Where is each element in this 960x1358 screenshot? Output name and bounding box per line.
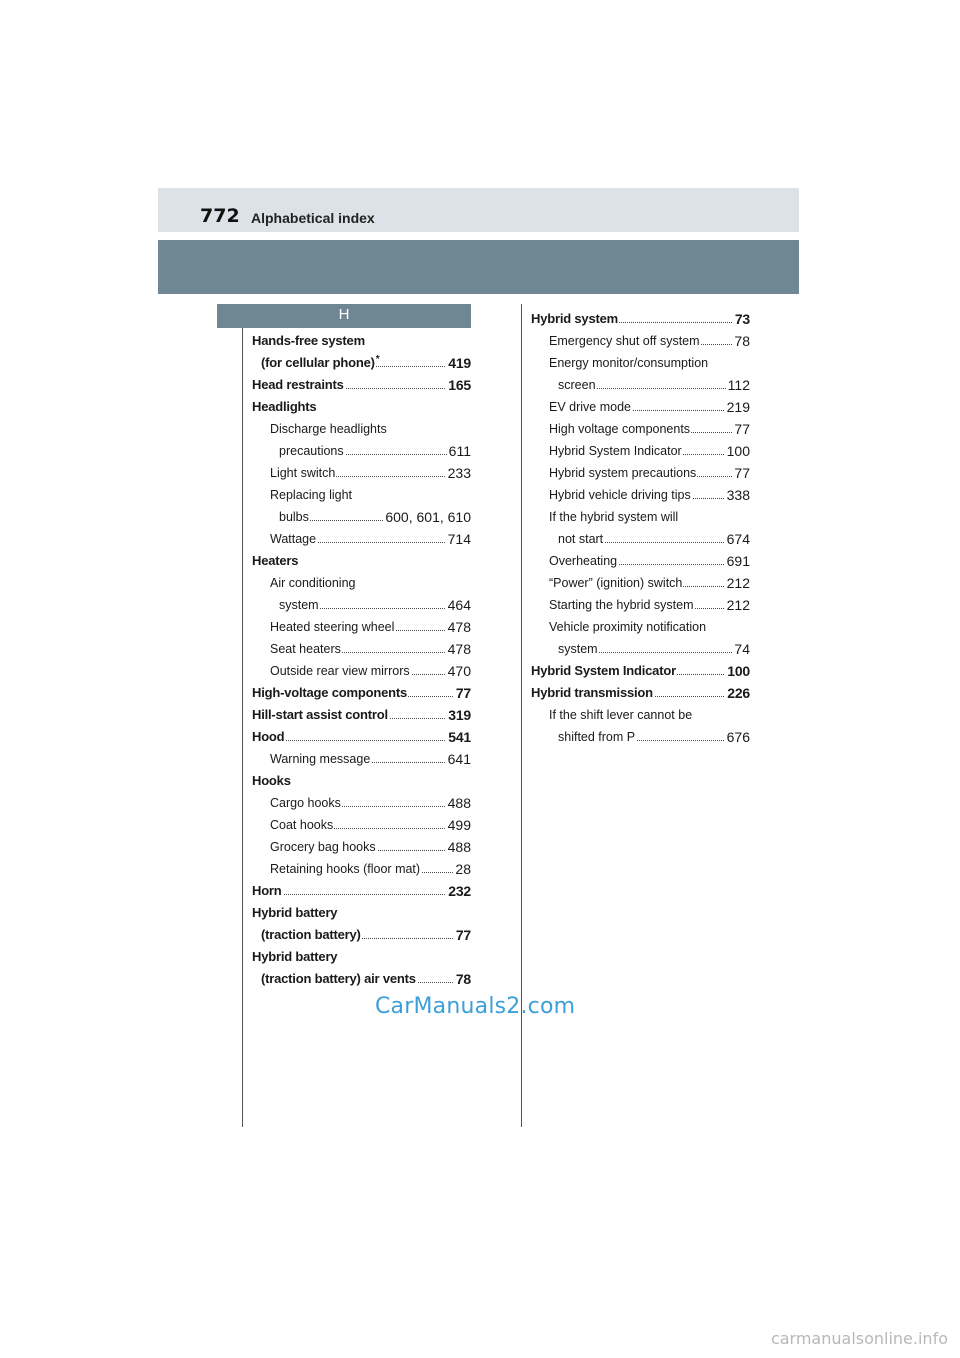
index-term: (for cellular phone) <box>261 355 375 370</box>
index-term: Heaters <box>252 553 299 568</box>
page-reference[interactable]: 77 <box>732 462 750 484</box>
index-entry[interactable] <box>531 308 750 330</box>
index-entry[interactable] <box>252 616 471 638</box>
index-entry[interactable] <box>252 968 471 990</box>
index-entry[interactable] <box>531 396 750 418</box>
page-number: 772 <box>200 205 240 227</box>
index-entry <box>252 418 471 440</box>
index-entry[interactable] <box>252 880 471 902</box>
dot-leader <box>252 894 471 895</box>
index-term: Seat heaters <box>270 642 341 656</box>
index-term: Discharge headlights <box>270 422 387 436</box>
index-entry[interactable] <box>252 440 471 462</box>
index-letter-tab: H <box>217 304 471 328</box>
index-entry[interactable] <box>252 594 471 616</box>
index-term: Coat hooks <box>270 818 334 832</box>
title-band <box>158 240 799 294</box>
index-entry <box>531 506 750 528</box>
index-term: system <box>558 642 598 656</box>
index-entry <box>531 704 750 726</box>
index-term: Hybrid battery <box>252 949 338 964</box>
page-reference[interactable]: 112 <box>726 374 750 396</box>
page-reference[interactable]: 478 <box>446 616 471 638</box>
page-reference[interactable]: 691 <box>725 550 750 572</box>
index-term: (traction battery) air vents <box>261 971 416 986</box>
index-entry[interactable] <box>252 462 471 484</box>
index-term: Light switch <box>270 466 336 480</box>
index-entry[interactable] <box>531 638 750 660</box>
index-term: High-voltage components <box>252 685 408 700</box>
page-reference[interactable]: 319 <box>446 704 471 726</box>
index-entry <box>252 330 471 352</box>
page-reference[interactable]: 77 <box>454 682 471 704</box>
index-term: Hybrid battery <box>252 905 338 920</box>
index-entry[interactable] <box>531 484 750 506</box>
index-term: Hybrid system precautions <box>549 466 697 480</box>
index-entry <box>531 352 750 374</box>
index-term: Hybrid System Indicator <box>549 444 682 458</box>
index-entry <box>252 572 471 594</box>
index-term: If the shift lever cannot be <box>549 708 693 722</box>
page-reference[interactable]: 78 <box>732 330 750 352</box>
index-term: Wattage <box>270 532 317 546</box>
index-entry[interactable] <box>531 440 750 462</box>
index-term: High voltage components <box>549 422 691 436</box>
index-term: Hands-free system <box>252 333 365 348</box>
index-term: Retaining hooks (floor mat) <box>270 862 421 876</box>
index-term: Air conditioning <box>270 576 356 590</box>
index-entry <box>252 396 471 418</box>
page-reference[interactable]: 488 <box>446 836 471 858</box>
index-term: Hill-start assist control <box>252 707 388 722</box>
column-rule-left <box>242 304 243 1127</box>
index-entry[interactable] <box>531 726 750 748</box>
page-reference[interactable]: 28 <box>453 858 471 880</box>
index-term: Horn <box>252 883 282 898</box>
index-term: Emergency shut off system <box>549 334 700 348</box>
index-term: Energy monitor/consumption <box>549 356 709 370</box>
index-entry[interactable] <box>252 352 471 374</box>
index-term: Warning message <box>270 752 371 766</box>
index-term: shifted from P <box>558 730 636 744</box>
index-entry[interactable] <box>531 550 750 572</box>
page-reference[interactable]: 232 <box>446 880 471 902</box>
index-term: Vehicle proximity notification <box>549 620 707 634</box>
page-reference[interactable]: 478 <box>446 638 471 660</box>
index-entry[interactable] <box>531 528 750 550</box>
index-term: Hooks <box>252 773 291 788</box>
index-entry[interactable] <box>252 528 471 550</box>
index-term: EV drive mode <box>549 400 631 414</box>
index-term: Head restraints <box>252 377 344 392</box>
index-entry <box>252 550 471 572</box>
index-term: Outside rear view mirrors <box>270 664 410 678</box>
index-term: Cargo hooks <box>270 796 341 810</box>
index-entry[interactable] <box>531 462 750 484</box>
index-term: (traction battery) <box>261 927 361 942</box>
page-reference[interactable]: 419 <box>446 352 471 374</box>
index-entry[interactable] <box>252 924 471 946</box>
index-entry[interactable] <box>252 506 471 528</box>
index-entry[interactable] <box>252 638 471 660</box>
index-term: “Power” (ignition) switch <box>549 576 683 590</box>
index-term: Replacing light <box>270 488 352 502</box>
page-reference[interactable]: 338 <box>725 484 750 506</box>
page-reference[interactable]: 212 <box>725 572 750 594</box>
page-reference[interactable]: 100 <box>725 660 750 682</box>
index-term: Hybrid vehicle driving tips <box>549 488 691 502</box>
page-reference[interactable]: 541 <box>446 726 471 748</box>
page-reference[interactable]: 77 <box>732 418 750 440</box>
page-reference[interactable]: 464 <box>446 594 471 616</box>
page-reference[interactable]: 233 <box>446 462 471 484</box>
index-entry[interactable] <box>252 836 471 858</box>
index-entry[interactable] <box>252 858 471 880</box>
page-reference[interactable]: 470 <box>446 660 471 682</box>
index-entry[interactable] <box>252 748 471 770</box>
index-entry[interactable] <box>531 418 750 440</box>
index-term: Overheating <box>549 554 618 568</box>
index-entry[interactable] <box>252 726 471 748</box>
index-entry[interactable] <box>252 792 471 814</box>
index-term: Heated steering wheel <box>270 620 395 634</box>
page-reference[interactable]: 499 <box>446 814 471 836</box>
index-term: If the hybrid system will <box>549 510 679 524</box>
index-term: Headlights <box>252 399 317 414</box>
index-term: screen <box>558 378 596 392</box>
index-entry[interactable] <box>531 330 750 352</box>
section-title: Alphabetical index <box>251 210 375 226</box>
footer-watermark[interactable]: carmanualsonline.info <box>770 1329 948 1348</box>
index-entry <box>252 484 471 506</box>
page-reference[interactable]: 600, 601, 610 <box>383 506 471 528</box>
page-reference[interactable]: 74 <box>732 638 750 660</box>
index-term: precautions <box>279 444 344 458</box>
index-column-left <box>252 330 471 990</box>
index-entry <box>252 902 471 924</box>
index-entry[interactable] <box>531 594 750 616</box>
watermark[interactable]: CarManuals2.com <box>375 994 576 1019</box>
index-entry[interactable] <box>531 374 750 396</box>
index-term: not start <box>558 532 604 546</box>
index-term: bulbs <box>279 510 309 524</box>
page-reference[interactable]: 73 <box>733 308 750 330</box>
index-term: Hybrid system <box>531 311 618 326</box>
page-reference[interactable]: 212 <box>725 594 750 616</box>
index-term: Hybrid System Indicator <box>531 663 676 678</box>
index-entry[interactable] <box>252 704 471 726</box>
page-reference[interactable]: 676 <box>725 726 750 748</box>
index-entry[interactable] <box>252 682 471 704</box>
index-term: Hood <box>252 729 285 744</box>
index-column-right <box>531 308 750 748</box>
index-entry <box>252 770 471 792</box>
page-reference[interactable]: 219 <box>725 396 750 418</box>
index-term: Grocery bag hooks <box>270 840 376 854</box>
page-reference[interactable]: 714 <box>446 528 471 550</box>
index-term: Starting the hybrid system <box>549 598 694 612</box>
index-term: system <box>279 598 319 612</box>
index-entry[interactable] <box>252 814 471 836</box>
page-reference[interactable]: 488 <box>446 792 471 814</box>
footnote-asterisk: * <box>375 354 380 365</box>
index-entry[interactable] <box>531 572 750 594</box>
page-reference[interactable]: 641 <box>446 748 471 770</box>
page-reference[interactable]: 611 <box>447 440 471 462</box>
page-reference[interactable]: 165 <box>446 374 471 396</box>
index-entry[interactable] <box>531 660 750 682</box>
page-reference[interactable]: 100 <box>725 440 750 462</box>
index-entry <box>252 946 471 968</box>
page-reference[interactable]: 226 <box>725 682 750 704</box>
page-reference[interactable]: 674 <box>725 528 750 550</box>
page-reference[interactable]: 77 <box>454 924 471 946</box>
index-entry[interactable] <box>531 682 750 704</box>
index-term: Hybrid transmission <box>531 685 653 700</box>
index-entry <box>531 616 750 638</box>
page-reference[interactable]: 78 <box>454 968 471 990</box>
index-entry[interactable] <box>252 660 471 682</box>
index-entry[interactable] <box>252 374 471 396</box>
